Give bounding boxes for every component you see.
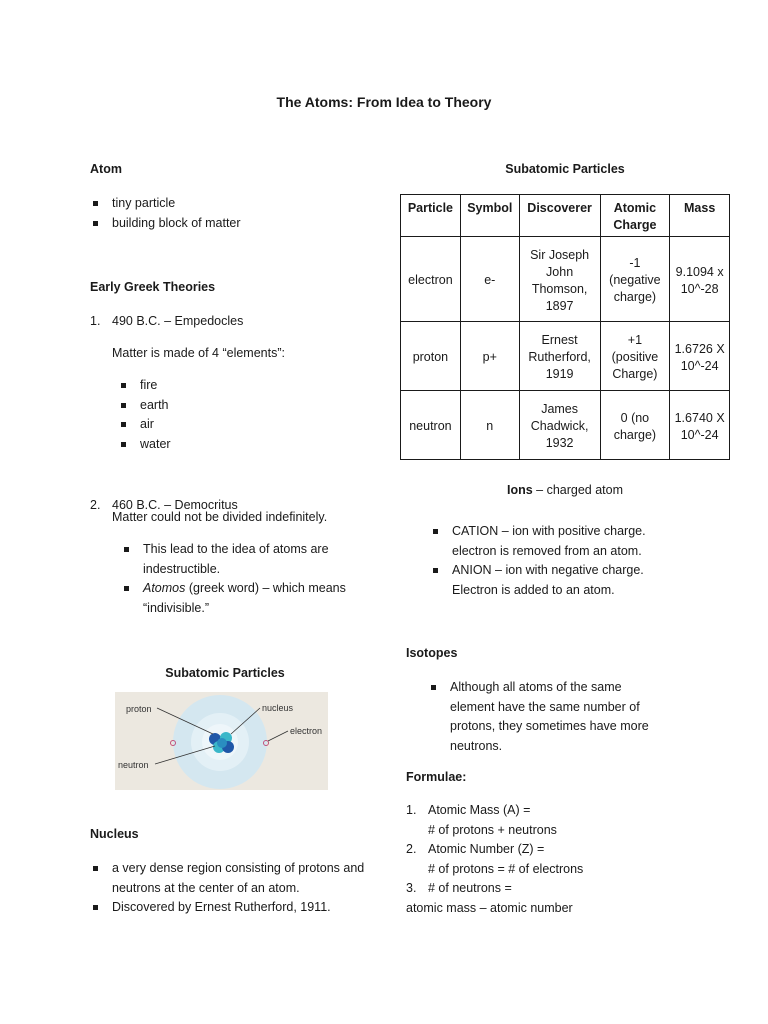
nucleus-label: nucleus (262, 703, 294, 713)
democritus-list (121, 540, 366, 618)
ions-heading: Ions (506, 483, 533, 497)
atomos-definition: (greek word) – which means “indivisible.” (143, 581, 346, 615)
column-header: Discoverer (519, 195, 600, 237)
list-item: ANION – ion with negative charge. Electron is added to an atom. (430, 561, 680, 600)
theory-item-1 (90, 312, 382, 332)
theory-sub: Matter is made of 4 “elements”: (112, 346, 285, 360)
atom-diagram-svg (115, 692, 328, 790)
atom-list (90, 194, 360, 233)
list-item: air (118, 415, 318, 435)
list-item (121, 579, 366, 618)
ions-list (430, 522, 680, 600)
subatomic-table (400, 194, 730, 460)
item-number: 1. (406, 803, 417, 817)
formulae-heading: Formulae: (406, 770, 467, 784)
formula-line: # of protons + neutrons (428, 822, 557, 837)
list-item: building block of matter (90, 214, 360, 234)
formula-line: # of neutrons = (428, 881, 512, 895)
formula-line: Atomic Number (Z) = (428, 842, 545, 856)
proton-ball (217, 738, 227, 748)
table-cell: neutron (401, 391, 461, 460)
theory-text: 460 B.C. – Democritus (112, 497, 238, 512)
elements-list (118, 376, 318, 454)
item-number: 2. (90, 497, 101, 512)
item-number: 1. (90, 314, 101, 328)
formula-item (406, 840, 706, 879)
list-item: CATION – ion with positive charge. electron is removed from an atom. (430, 522, 680, 561)
ions-definition: – charged atom (532, 483, 624, 497)
column-header: Symbol (460, 195, 519, 237)
table-cell: 1.6740 X 10^-24 (670, 391, 730, 460)
formula-item (406, 801, 706, 840)
nucleus-list (90, 859, 370, 918)
table-cell: e- (460, 237, 519, 322)
table-cell: Ernest Rutherford, 1919 (519, 322, 600, 391)
table-row (401, 237, 730, 322)
list-item: a very dense region consisting of protons and neutrons at the center of an atom. (90, 859, 370, 898)
table-row (401, 322, 730, 391)
formula-line: atomic mass – atomic number (406, 900, 573, 915)
atomos-term: Atomos (143, 581, 186, 595)
table-cell: Sir Joseph John Thomson, 1897 (519, 237, 600, 322)
neutron-label: neutron (118, 760, 149, 770)
formula-line: # of protons = # of electrons (428, 861, 584, 876)
list-item: tiny particle (90, 194, 360, 214)
table-cell: 1.6726 X 10^-24 (670, 322, 730, 391)
page-title: The Atoms: From Idea to Theory (276, 94, 492, 110)
formula-line: Atomic Mass (A) = (428, 803, 531, 817)
list-item: Discovered by Ernest Rutherford, 1911. (90, 898, 370, 918)
table-cell: 9.1094 x 10^-28 (670, 237, 730, 322)
early-greek-heading: Early Greek Theories (90, 280, 216, 294)
electron-pointer (268, 731, 288, 741)
list-item: fire (118, 376, 318, 396)
table-row (401, 391, 730, 460)
atom-diagram (115, 692, 328, 790)
table-cell: electron (401, 237, 461, 322)
theory-sub: Matter could not be divided indefinitely. (112, 510, 328, 524)
isotopes-heading: Isotopes (406, 646, 458, 660)
table-cell: p+ (460, 322, 519, 391)
electron-label: electron (290, 726, 323, 736)
formulae-list (406, 801, 706, 918)
table-cell: James Chadwick, 1932 (519, 391, 600, 460)
proton-label: proton (126, 704, 152, 714)
table-cell: 0 (no charge) (600, 391, 670, 460)
table-cell: n (460, 391, 519, 460)
table-cell: +1 (positive Charge) (600, 322, 670, 391)
item-number: 3. (406, 881, 417, 895)
column-header: Mass (670, 195, 730, 237)
figure-heading: Subatomic Particles (165, 666, 285, 680)
table-cell: -1 (negative charge) (600, 237, 670, 322)
formula-item (406, 879, 706, 918)
atom-heading: Atom (90, 162, 122, 176)
list-item: earth (118, 396, 318, 416)
table-heading: Subatomic Particles (505, 162, 625, 176)
list-item: water (118, 435, 318, 455)
item-number: 2. (406, 842, 417, 856)
nucleus-heading: Nucleus (90, 827, 139, 841)
table-cell: proton (401, 322, 461, 391)
column-header: Particle (401, 195, 461, 237)
isotopes-list (428, 678, 668, 756)
table-header-row (401, 195, 730, 237)
list-item: Although all atoms of the same element have the same number of protons, they sometimes have more neutrons. (428, 678, 668, 756)
ions-line (400, 483, 730, 497)
list-item: This lead to the idea of atoms are indestructible. (121, 540, 366, 579)
column-header: Atomic Charge (600, 195, 670, 237)
theory-text: 490 B.C. – Empedocles (112, 314, 244, 328)
